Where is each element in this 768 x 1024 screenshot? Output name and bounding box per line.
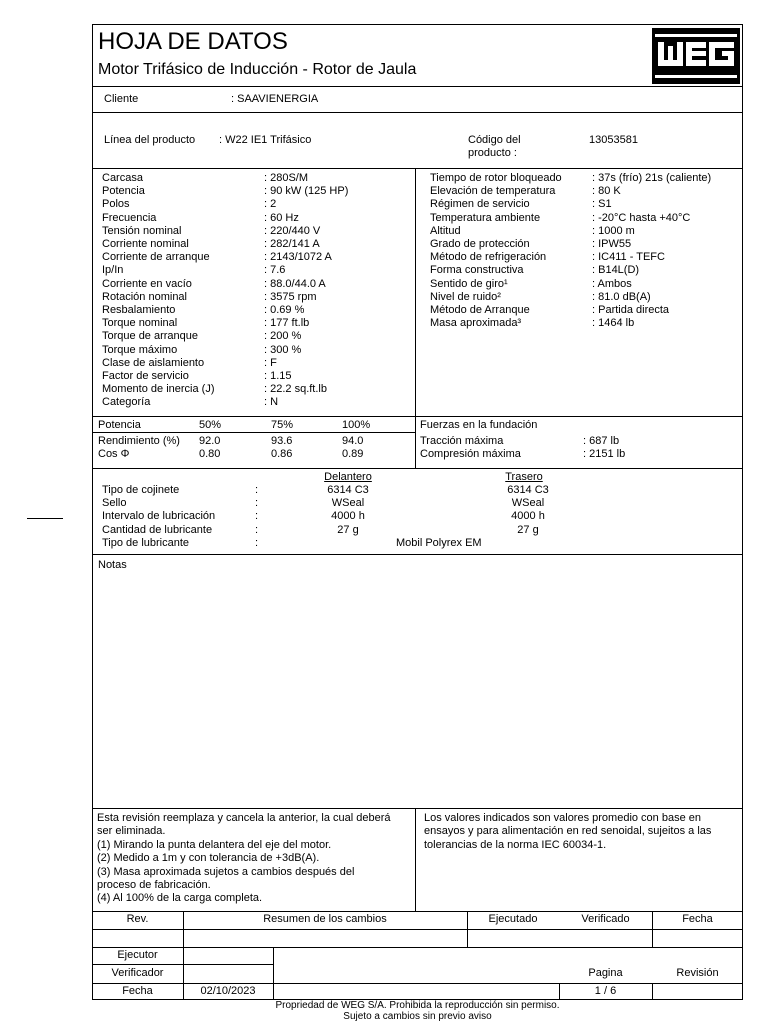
load-header-potencia: Potencia — [98, 419, 141, 431]
spec-label: Ip/In — [102, 264, 124, 277]
spec-label: Altitud — [430, 224, 461, 237]
bearing-sep: : — [255, 510, 259, 523]
date-value: 02/10/2023 — [200, 985, 256, 997]
load-row-label: Cos Φ — [98, 448, 130, 460]
divider — [92, 112, 743, 113]
spec-value: : 7.6 — [264, 264, 286, 277]
revision-label: Revisión — [676, 967, 719, 979]
verified-header: Verificado — [581, 913, 630, 925]
page-title: HOJA DE DATOS — [98, 28, 288, 55]
spec-label: Resbalamiento — [102, 304, 176, 316]
divider — [92, 168, 743, 169]
product-code-label: Código del — [468, 134, 521, 146]
spec-label: Temperatura ambiente — [430, 211, 541, 224]
load-row-value: 92.0 — [199, 435, 221, 447]
spec-label: Tiempo de rotor bloqueado — [430, 172, 562, 184]
divider — [92, 86, 743, 87]
footnote-line: tolerancias de la norma IEC 60034-1. — [424, 838, 607, 851]
bearing-label: Cantidad de lubricante — [102, 523, 213, 536]
bearing-label: Tipo de cojinete — [102, 484, 180, 496]
bearing-label: Sello — [102, 497, 127, 510]
date-header: Fecha — [682, 913, 713, 925]
footer-notice: Sujeto a cambios sin previo aviso — [343, 1011, 492, 1022]
spec-value: : 177 ft.lb — [264, 317, 310, 330]
spec-value: : 280S/M — [264, 172, 309, 184]
spec-label: Categoría — [102, 396, 151, 409]
spec-value: : 60 Hz — [264, 211, 299, 224]
bearing-front-header: Delantero — [324, 471, 372, 483]
divider — [92, 554, 743, 555]
executed-header: Ejecutado — [488, 913, 538, 925]
spec-value: : 2 — [264, 198, 277, 211]
footnote-line: (2) Medido a 1m y con tolerancia de +3dB(A). — [97, 852, 320, 865]
footnote-line: (1) Mirando la punta delantera del eje del motor. — [97, 838, 332, 851]
bearing-sep: : — [255, 497, 259, 510]
divider — [92, 947, 743, 948]
footnote-line: (4) Al 100% de la carga completa. — [97, 892, 263, 905]
footnote-line: Los valores indicados son valores promedio con base en — [424, 812, 701, 824]
load-row-value: 0.80 — [199, 448, 221, 460]
spec-label: Corriente en vacío — [102, 277, 192, 290]
spec-label: Forma constructiva — [430, 264, 524, 277]
divider — [92, 416, 743, 417]
spec-label: Nivel de ruido² — [430, 290, 501, 303]
bearing-rear-value: 4000 h — [511, 510, 545, 523]
lubricant-type-sep: : — [255, 537, 259, 549]
spec-label: Factor de servicio — [102, 370, 189, 382]
spec-label: Elevación de temperatura — [430, 185, 556, 198]
lubricant-type-value: Mobil Polyrex EM — [396, 537, 482, 549]
footnote-line: ensayos y para alimentación en red senoidal, sujeitos a las — [424, 825, 712, 838]
spec-label: Régimen de servicio — [430, 198, 530, 211]
spec-value: : 22.2 sq.ft.lb — [264, 383, 327, 396]
weg-logo — [652, 28, 740, 84]
bearing-rear-header: Trasero — [505, 471, 543, 483]
load-header-75: 75% — [271, 419, 294, 431]
page-number: 1 / 6 — [594, 985, 617, 997]
lubricant-type-label: Tipo de lubricante — [102, 537, 190, 549]
foundation-value: : 2151 lb — [583, 448, 626, 460]
footnote-line: ser eliminada. — [97, 825, 166, 838]
spec-label: Frecuencia — [102, 211, 157, 224]
divider — [92, 468, 743, 469]
foundation-value: : 687 lb — [583, 435, 620, 447]
load-header-100: 100% — [342, 419, 371, 431]
load-row-value: 93.6 — [271, 435, 293, 447]
divider — [415, 808, 416, 911]
spec-value: : 220/440 V — [264, 224, 321, 237]
footnote-line: proceso de fabricación. — [97, 879, 211, 891]
spec-label: Polos — [102, 198, 130, 211]
spec-label: Tensión nominal — [102, 224, 182, 237]
divider — [92, 808, 743, 809]
footer-ownership: Propriedad de WEG S/A. Prohibida la reproducción sin permiso. — [275, 1000, 560, 1011]
bearing-front-value: 4000 h — [331, 510, 365, 523]
spec-value: : Partida directa — [592, 304, 670, 316]
load-row-value: 0.86 — [271, 448, 293, 460]
bearing-label: Intervalo de lubricación — [102, 510, 216, 523]
divider — [92, 983, 743, 984]
footnote-line: Esta revisión reemplaza y cancela la anterior, la cual deberá — [97, 812, 391, 824]
spec-value: : 2143/1072 A — [264, 251, 332, 264]
spec-value: : 81.0 dB(A) — [592, 290, 651, 303]
spec-label: Rotación nominal — [102, 290, 187, 303]
load-header-50: 50% — [199, 419, 222, 431]
notes-label: Notas — [98, 559, 127, 571]
bearing-rear-value: WSeal — [511, 497, 545, 510]
divider — [652, 983, 653, 1000]
product-line-value: : W22 IE1 Trifásico — [219, 134, 312, 146]
foundation-label: Compresión máxima — [420, 448, 521, 460]
spec-value: : F — [264, 356, 277, 369]
spec-label: Momento de inercia (J) — [102, 383, 215, 396]
spec-label: Sentido de giro¹ — [430, 277, 508, 290]
load-row-value: 94.0 — [342, 435, 364, 447]
spec-value: : 1000 m — [592, 224, 635, 237]
summary-header: Resumen de los cambios — [263, 913, 387, 925]
page-label: Pagina — [588, 967, 623, 979]
bearing-front-value: WSeal — [331, 497, 365, 510]
spec-label: Potencia — [102, 185, 145, 198]
spec-value: : B14L(D) — [592, 264, 640, 277]
product-line-label: Línea del producto — [104, 134, 196, 146]
date-label: Fecha — [122, 985, 153, 997]
divider — [92, 929, 743, 930]
client-value: : SAAVIENERGIA — [231, 93, 319, 105]
spec-label: Método de Arranque — [430, 304, 530, 316]
spec-label: Grado de protección — [430, 238, 530, 250]
spec-value: : 300 % — [264, 343, 302, 356]
spec-value: : IC411 - TEFC — [592, 251, 665, 264]
client-label: Cliente — [104, 93, 139, 105]
page-subtitle: Motor Trifásico de Inducción - Rotor de Jaula — [98, 61, 417, 78]
product-code-label: producto : — [468, 147, 517, 159]
spec-label: Corriente nominal — [102, 238, 189, 250]
divider — [273, 947, 274, 1000]
load-row-label: Rendimiento (%) — [98, 435, 180, 447]
spec-label: Carcasa — [102, 172, 143, 184]
divider — [92, 911, 743, 912]
foundation-label: Tracción máxima — [420, 435, 504, 447]
spec-value: : S1 — [592, 198, 612, 211]
spec-label: Masa aproximada³ — [430, 317, 522, 330]
spec-value: : 80 K — [592, 185, 621, 198]
spec-label: Clase de aislamiento — [102, 356, 205, 369]
bearing-sep: : — [255, 484, 259, 496]
spec-label: Método de refrigeración — [430, 251, 547, 264]
margin-mark — [27, 518, 63, 519]
spec-value: : 3575 rpm — [264, 290, 317, 303]
load-row-value: 0.89 — [342, 448, 364, 460]
spec-label: Torque nominal — [102, 317, 178, 330]
product-code-value: 13053581 — [589, 134, 638, 146]
spec-label: Corriente de arranque — [102, 251, 210, 264]
executor-label: Ejecutor — [117, 949, 158, 961]
spec-value: : 88.0/44.0 A — [264, 277, 326, 290]
divider — [415, 168, 416, 468]
spec-value: : 200 % — [264, 330, 302, 343]
foundation-title: Fuerzas en la fundación — [420, 419, 538, 431]
spec-value: : 0.69 % — [264, 304, 305, 316]
bearing-front-value: 6314 C3 — [327, 484, 369, 496]
spec-value: : IPW55 — [592, 238, 632, 250]
footnote-line: (3) Masa aproximada sujetos a cambios después del — [97, 865, 355, 878]
divider — [92, 432, 415, 433]
bearing-sep: : — [255, 523, 259, 536]
spec-value: : 282/141 A — [264, 238, 320, 250]
spec-value: : N — [264, 396, 279, 409]
spec-label: Torque máximo — [102, 343, 178, 356]
spec-value: : 37s (frío) 21s (caliente) — [592, 172, 712, 184]
spec-value: : 1.15 — [264, 370, 292, 382]
bearing-front-value: 27 g — [337, 523, 359, 536]
spec-value: : 1464 lb — [592, 317, 635, 330]
verifier-label: Verificador — [111, 967, 164, 979]
spec-label: Torque de arranque — [102, 330, 199, 343]
spec-value: : Ambos — [592, 277, 632, 290]
bearing-rear-value: 6314 C3 — [507, 484, 549, 496]
rev-header: Rev. — [126, 913, 149, 925]
spec-value: : -20°C hasta +40°C — [592, 211, 691, 224]
spec-value: : 90 kW (125 HP) — [264, 185, 349, 198]
bearing-rear-value: 27 g — [517, 523, 539, 536]
